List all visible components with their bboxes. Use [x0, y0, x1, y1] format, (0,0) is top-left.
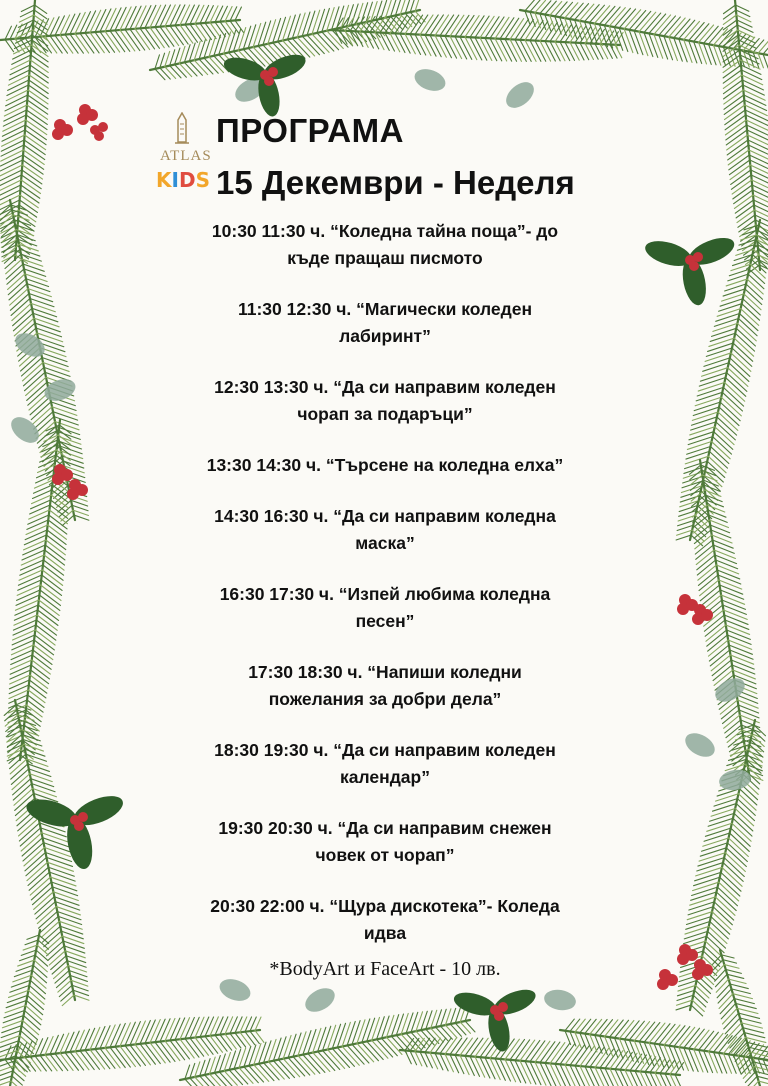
schedule-item	[170, 296, 600, 350]
event-line: къде пращаш писмото	[287, 248, 483, 268]
event-line: маска”	[355, 533, 415, 553]
date-subtitle: 15 Декември - Неделя	[216, 164, 575, 201]
event-line: 10:30 11:30 ч. “Коледна тайна поща”- до	[211, 221, 559, 241]
event-line: песен”	[355, 611, 415, 631]
event-line: 19:30 20:30 ч. “Да си направим снежен	[218, 818, 552, 838]
event-line: 12:30 13:30 ч. “Да си направим коледен	[214, 377, 556, 397]
event-line: 17:30 18:30 ч. “Напиши коледни	[248, 662, 522, 682]
event-line: 11:30 12:30 ч. “Магически коледен	[237, 299, 533, 319]
event-line: 13:30 14:30 ч. “Търсене на коледна елха”	[206, 455, 564, 475]
event-line: календар”	[340, 767, 430, 787]
price-note: *BodyArt и FaceArt - 10 лв.	[269, 958, 501, 980]
schedule-item	[170, 737, 600, 791]
schedule-item	[170, 659, 600, 713]
event-schedule	[170, 218, 600, 971]
logo-kids-text: KIDS	[156, 168, 210, 192]
event-line: 16:30 17:30 ч. “Изпей любима коледна	[219, 584, 551, 604]
event-line: 18:30 19:30 ч. “Да си направим коледен	[214, 740, 556, 760]
event-line: пожелания за добри дела”	[268, 689, 502, 709]
schedule-item	[170, 893, 600, 947]
schedule-item	[170, 218, 600, 272]
schedule-item	[170, 503, 600, 557]
logo-atlas-text: ATLAS	[160, 148, 212, 164]
event-line: идва	[363, 923, 407, 943]
schedule-item	[170, 581, 600, 635]
event-line: лабиринт”	[339, 326, 431, 346]
event-line: 14:30 16:30 ч. “Да си направим коледна	[214, 506, 556, 526]
atlas-kids-logo	[156, 112, 212, 204]
tower-icon	[170, 112, 194, 146]
schedule-item	[170, 815, 600, 869]
event-line: човек от чорап”	[315, 845, 455, 865]
event-line: чорап за подаръци”	[297, 404, 473, 424]
event-line: 20:30 22:00 ч. “Щура дискотека”- Коледа	[210, 896, 560, 916]
schedule-item	[170, 452, 600, 479]
schedule-item	[170, 374, 600, 428]
page-title: ПРОГРАМА	[216, 112, 404, 149]
